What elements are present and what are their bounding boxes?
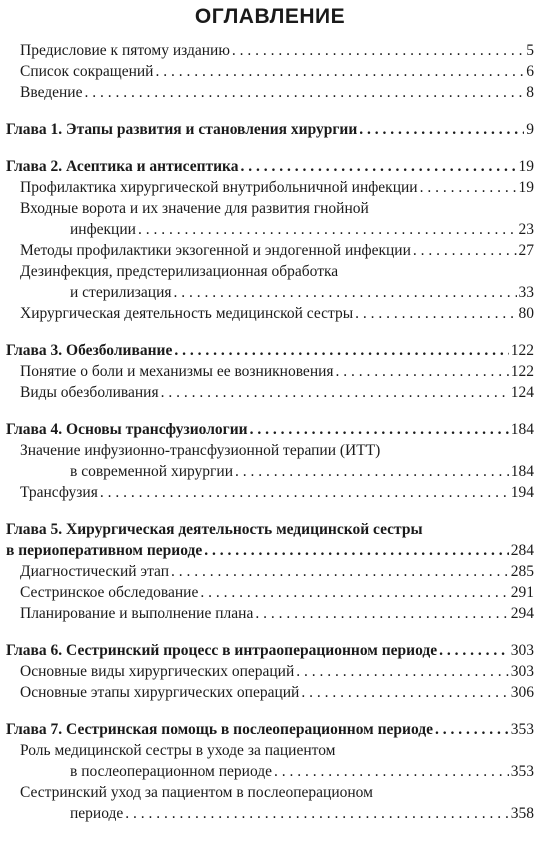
dot-leader (255, 603, 508, 624)
dot-leader (174, 340, 508, 361)
toc-entry-2-3[interactable]: Методы профилактики экзогенной и эндогенной инфекции . . . 27 (6, 240, 534, 261)
page-number: 19 (518, 158, 534, 175)
dot-leader (301, 682, 508, 703)
page-number: 122 (510, 363, 534, 380)
page-number: 5 (526, 42, 534, 59)
page-number: 294 (510, 605, 534, 622)
dot-leader (274, 761, 509, 782)
toc-entry-4-1[interactable]: Значение инфузионно-трансфузионной терапии (ИТТ) в современной хирургии . . . 184 (6, 440, 534, 482)
toc-entry-2-5[interactable]: Хирургическая деятельность медицинской сестры . . . 80 (6, 303, 534, 324)
toc-chapter-2[interactable]: Глава 2. Асептика и антисептика . . . 19 (6, 156, 534, 177)
page-number: 184 (510, 421, 534, 438)
toc-entry-5-3[interactable]: Планирование и выполнение плана . . . 294 (6, 603, 534, 624)
dot-leader (84, 82, 524, 103)
toc-chapter-5[interactable]: Глава 5. Хирургическая деятельность медицинской сестры в периоперативном периоде . . . 284 (6, 519, 534, 561)
page-number: 27 (518, 242, 534, 259)
page-number: 9 (526, 121, 534, 138)
dot-leader (171, 561, 509, 582)
page-number: 284 (510, 542, 534, 559)
dot-leader (241, 156, 517, 177)
page-title: ОГЛАВЛЕНИЕ (194, 5, 346, 28)
page-number: 8 (526, 84, 534, 101)
toc-chapter-1[interactable]: Глава 1. Этапы развития и становления хирургии . . . 9 (6, 119, 534, 140)
toc-chapter-3[interactable]: Глава 3. Обезболивание . . . 122 (6, 340, 534, 361)
page-number: 303 (510, 663, 534, 680)
page-number: 122 (510, 342, 534, 359)
dot-leader (200, 582, 508, 603)
dot-leader (204, 540, 508, 561)
page-number: 124 (510, 384, 534, 401)
toc-entry-5-1[interactable]: Диагностический этап . . . 285 (6, 561, 534, 582)
page-number: 306 (510, 684, 534, 701)
dot-leader (359, 119, 524, 140)
dot-leader (161, 382, 509, 403)
dot-leader (155, 61, 524, 82)
page-number: 353 (510, 721, 534, 738)
toc-entry-introduction[interactable]: Введение . . . 8 (6, 82, 534, 103)
page-number: 358 (510, 805, 534, 822)
page-number: 303 (510, 642, 534, 659)
toc-entry-3-1[interactable]: Понятие о боли и механизмы ее возникновения . . . 122 (6, 361, 534, 382)
page-number: 33 (518, 284, 534, 301)
toc-entry-7-2[interactable]: Сестринский уход за пациентом в послеоперационом периоде . . . 358 (6, 782, 534, 824)
toc-entry-3-2[interactable]: Виды обезболивания . . . 124 (6, 382, 534, 403)
dot-leader (336, 361, 509, 382)
dot-leader (100, 482, 509, 503)
dot-leader (355, 303, 516, 324)
dot-leader (232, 40, 524, 61)
dot-leader (420, 177, 517, 198)
dot-leader (125, 803, 508, 824)
dot-leader (174, 282, 517, 303)
dot-leader (235, 461, 509, 482)
page-number: 194 (510, 484, 534, 501)
dot-leader (138, 219, 517, 240)
toc-entry-6-1[interactable]: Основные виды хирургических операций . . . 303 (6, 661, 534, 682)
toc-entry-2-2[interactable]: Входные ворота и их значение для развития гнойной инфекции . . . 23 (6, 198, 534, 240)
toc-entry-5-2[interactable]: Сестринское обследование . . . 291 (6, 582, 534, 603)
dot-leader (435, 719, 509, 740)
toc-entry-7-1[interactable]: Роль медицинской сестры в уходе за пациентом в послеоперационном периоде . . . 353 (6, 740, 534, 782)
toc-entry-preface[interactable]: Предисловие к пятому изданию . . . 5 (6, 40, 534, 61)
page-number: 19 (518, 179, 534, 196)
toc-entry-2-1[interactable]: Профилактика хирургической внутрибольничной инфекции . . . 19 (6, 177, 534, 198)
page-number: 353 (510, 763, 534, 780)
page-number: 285 (510, 563, 534, 580)
dot-leader (439, 640, 509, 661)
page-number: 23 (518, 221, 534, 238)
page-number: 6 (526, 63, 534, 80)
toc-entry-abbreviations[interactable]: Список сокращений . . . 6 (6, 61, 534, 82)
page-number: 291 (510, 584, 534, 601)
dot-leader (296, 661, 508, 682)
toc-entry-6-2[interactable]: Основные этапы хирургических операций . . . 306 (6, 682, 534, 703)
page-number: 80 (518, 305, 534, 322)
dot-leader (250, 419, 509, 440)
page-number: 184 (510, 463, 534, 480)
toc-entry-2-4[interactable]: Дезинфекция, предстерилизационная обработка и стерилизация . . . 33 (6, 261, 534, 303)
toc-chapter-6[interactable]: Глава 6. Сестринский процесс в интраоперационном периоде . . . 303 (6, 640, 534, 661)
toc-chapter-4[interactable]: Глава 4. Основы трансфузиологии . . . 184 (6, 419, 534, 440)
dot-leader (413, 240, 517, 261)
toc-chapter-7[interactable]: Глава 7. Сестринская помощь в послеоперационном периоде . . . 353 (6, 719, 534, 740)
toc-entry-4-2[interactable]: Трансфузия . . . 194 (6, 482, 534, 503)
